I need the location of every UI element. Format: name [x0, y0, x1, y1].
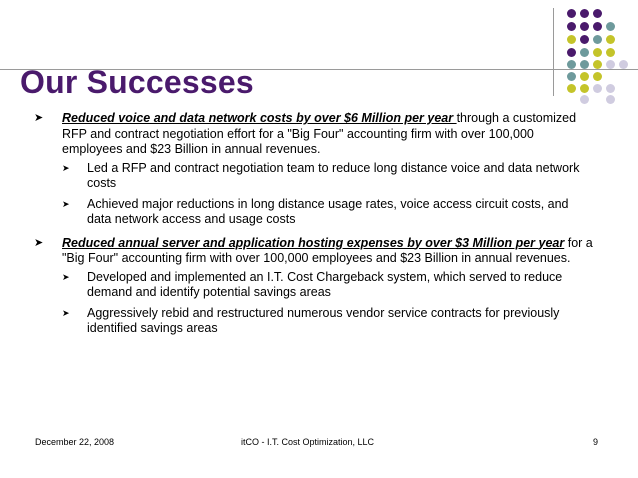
sub-bullet-text: Aggressively rebid and restructured numerous vendor service contracts for previously identified savings areas	[87, 305, 560, 335]
decorative-dot	[567, 72, 576, 81]
arrowhead-bullet-icon: ➤	[62, 307, 70, 318]
decorative-dot	[606, 35, 615, 44]
decorative-dot	[580, 84, 589, 93]
decorative-dot	[580, 72, 589, 81]
sub-bullet-text: Led a RFP and contract negotiation team to reduce long distance voice and data network costs	[87, 160, 580, 190]
decorative-dot	[593, 48, 602, 57]
footer-date: December 22, 2008	[35, 437, 115, 447]
arrowhead-bullet-icon: ➤	[62, 198, 70, 209]
bullet-item	[34, 236, 594, 337]
decorative-dot	[567, 48, 576, 57]
decorative-dot	[606, 84, 615, 93]
bullet-highlight: Reduced annual server and application hosting expenses by over $3 Million per year	[62, 235, 565, 250]
decorative-dot	[580, 22, 589, 31]
sub-bullet-text: Developed and implemented an I.T. Cost Chargeback system, which served to reduce demand and identify potential savings areas	[87, 269, 563, 299]
slide-content	[34, 111, 594, 345]
decorative-dot	[580, 48, 589, 57]
decorative-dot	[606, 22, 615, 31]
decorative-dot	[580, 95, 589, 104]
decorative-dot	[593, 35, 602, 44]
sub-bullet-item	[62, 306, 594, 337]
decorative-dot	[606, 48, 615, 57]
decorative-dot	[580, 9, 589, 18]
footer-page-number: 9	[593, 437, 599, 447]
bullet-highlight: Reduced voice and data network costs by over $6 Million per year	[62, 111, 457, 125]
decorative-dot	[567, 60, 576, 69]
sub-bullet-list	[62, 161, 594, 228]
decorative-dot	[593, 22, 602, 31]
sub-bullet-item	[62, 197, 594, 228]
decorative-dot	[567, 9, 576, 18]
arrowhead-bullet-icon: ➤	[34, 112, 44, 124]
arrowhead-bullet-icon: ➤	[34, 236, 44, 249]
decorative-dot	[606, 60, 615, 69]
footer-company: itCO - I.T. Cost Optimization, LLC	[241, 437, 375, 447]
bullet-item	[34, 111, 594, 228]
decorative-dot	[567, 22, 576, 31]
slide-title: Our Successes	[20, 64, 254, 100]
arrowhead-bullet-icon: ➤	[62, 162, 70, 173]
decorative-dot	[593, 9, 602, 18]
decorative-dot	[593, 84, 602, 93]
bullet-text: for a "Big Four" accounting firm with over 100,000 employees and $23 Billion in annual revenues.	[62, 235, 593, 265]
vertical-divider-line	[553, 8, 554, 96]
decorative-dot	[567, 35, 576, 44]
sub-bullet-list	[62, 270, 594, 337]
decorative-dot	[593, 60, 602, 69]
bullet-text: through a customized RFP and contract negotiation effort for a "Big Four" accounting firm with over 100,000 employees and $23 Billion in annual revenues.	[62, 111, 577, 156]
decorative-dot	[567, 84, 576, 93]
sub-bullet-text: Achieved major reductions in long distance usage rates, voice access circuit costs, and data network access and usage costs	[87, 196, 569, 226]
decorative-dot	[580, 60, 589, 69]
decorative-dot	[580, 35, 589, 44]
arrowhead-bullet-icon: ➤	[62, 271, 70, 282]
sub-bullet-item	[62, 270, 594, 301]
decorative-dot	[606, 95, 615, 104]
decorative-dot	[619, 60, 628, 69]
decorative-dot	[593, 72, 602, 81]
sub-bullet-item	[62, 161, 594, 192]
